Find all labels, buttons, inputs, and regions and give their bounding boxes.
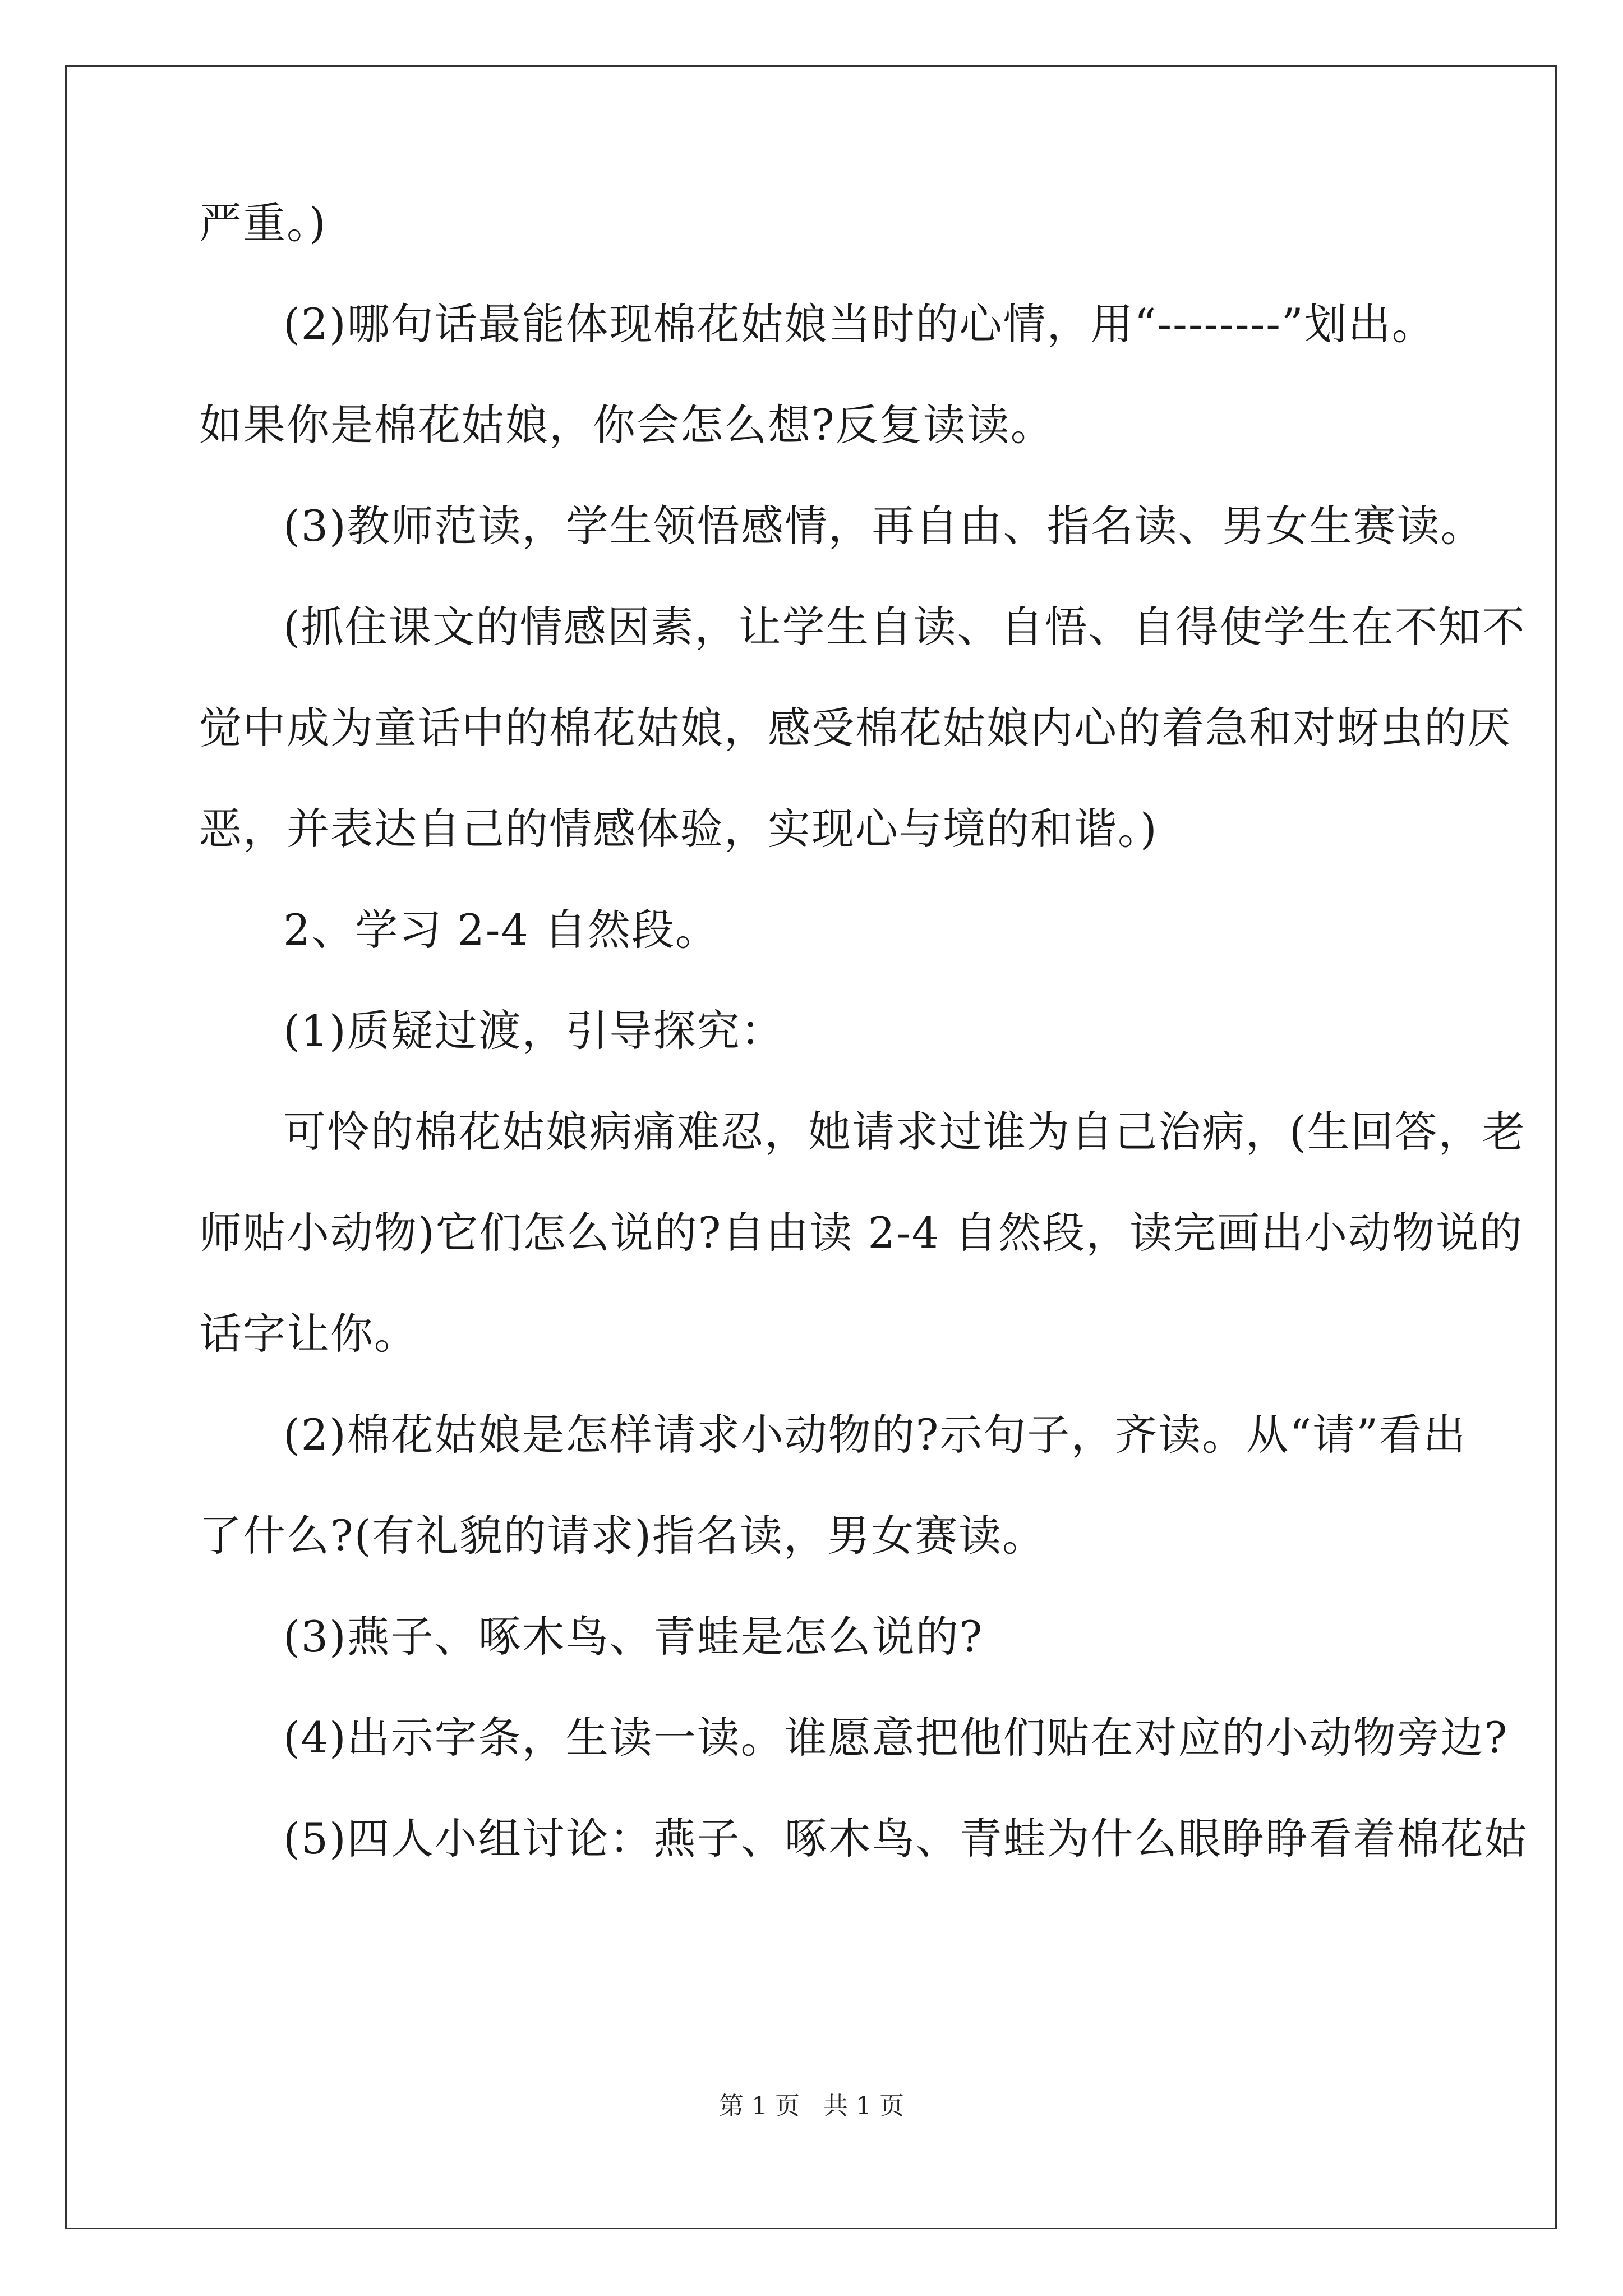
text-line: (4)出示字条，生读一读。谁愿意把他们贴在对应的小动物旁边? (283, 1713, 1509, 1763)
text-line: (抓住课文的情感因素，让学生自读、自悟、自得使学生在不知不 (283, 602, 1526, 652)
text-line: 师贴小动物)它们怎么说的?自由读 2-4 自然段，读完画出小动物说的 (199, 1208, 1524, 1258)
text-line: (2)哪句话最能体现棉花姑娘当时的心情，用“--------”划出。 (283, 299, 1436, 349)
text-line: (1)质疑过渡，引导探究： (283, 1006, 785, 1056)
text-line: 如果你是棉花姑娘，你会怎么想?反复读读。 (199, 400, 1054, 450)
page-number-footer: 第 1 页 共 1 页 (719, 2092, 904, 2120)
text-line: 2、学习 2-4 自然段。 (283, 905, 720, 955)
text-line: (5)四人小组讨论：燕子、啄木鸟、青蛙为什么眼睁睁看着棉花姑 (283, 1814, 1528, 1864)
text-line: 恶，并表达自己的情感体验，实现心与境的和谐。) (199, 804, 1158, 854)
text-line: 话字让你。 (199, 1309, 418, 1359)
text-line: 严重。) (199, 198, 327, 248)
text-line: (2)棉花姑娘是怎样请求小动物的?示句子，齐读。从“请”看出 (283, 1410, 1467, 1460)
text-line: (3)教师范读，学生领悟感情，再自由、指名读、男女生赛读。 (283, 501, 1484, 551)
text-line: 可怜的棉花姑娘病痛难忍，她请求过谁为自己治病，(生回答，老 (283, 1107, 1526, 1157)
text-line: (3)燕子、啄木鸟、青蛙是怎么说的? (283, 1612, 984, 1662)
text-line: 了什么?(有礼貌的请求)指名读，男女赛读。 (199, 1511, 1046, 1561)
text-line: 觉中成为童话中的棉花姑娘，感受棉花姑娘内心的着急和对蚜虫的厌 (199, 703, 1511, 753)
